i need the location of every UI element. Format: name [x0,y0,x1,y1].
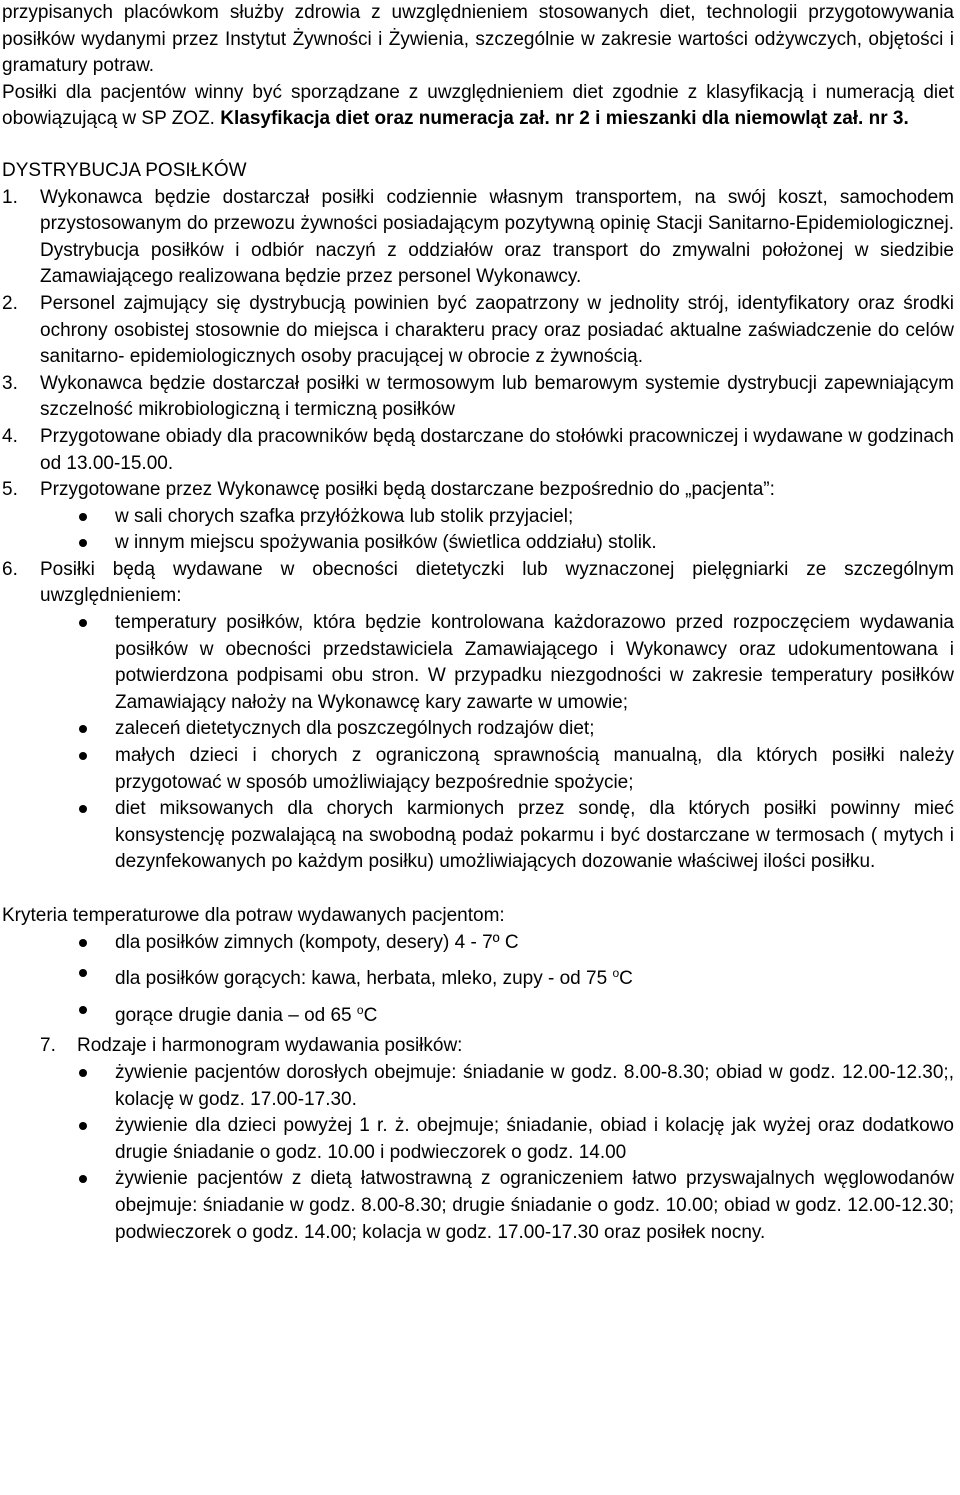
bullet-item: żywienie pacjentów z dietą łatwostrawną z ograniczeniem łatwo przyswajalnych węglowodanów obejmuje: śniadanie w godz. 8.00-8.30; drugie śniadanie o godz. 10.00; obiad w godz. 12.00-12.30; podwieczorek o godz. 14.00; kolacja w godz. 17.00-17.30 oraz posiłek nocny. [2,1166,954,1246]
item-text: Wykonawca będzie dostarczał posiłki w termosowym lub bemarowym systemie dystrybucji zapewniającym szczelność mikrobiologiczną i termiczną posiłków [40,372,954,421]
list-item-7 [2,1033,954,1060]
criteria-unit: C [363,1004,378,1026]
temperature-criteria-list [2,930,954,1030]
temperature-criteria-heading: Kryteria temperaturowe dla potraw wydawanych pacjentom: [2,905,505,926]
distribution-list [2,185,954,876]
item-number: 4. [2,425,18,447]
item-text: Przygotowane przez Wykonawcę posiłki będą dostarczane bezpośrednio do „pacjenta”: [40,479,775,501]
bullet-item: w sali chorych szafka przyłóżkowa lub stolik przyjaciel; [2,504,954,531]
item-text: Wykonawca będzie dostarczał posiłki codziennie własnym transportem, na swój koszt, samochodem przystosowanym do przewozu żywności posiadającym pozytywną opinię Stacji Sanitarno-Epidemiologicznej. Dystrybucja posiłków i odbiór naczyń z oddziałów oraz transport do zmywalni położonej w siedzibie Zamawiającego realizowana będzie przez personel Wykonawcy. [40,186,954,288]
meal-schedule-list [2,1060,954,1246]
list-item-5 [2,477,954,557]
list-item-4 [2,424,954,477]
bullet-item: diet miksowanych dla chorych karmionych przez sondę, dla których posiłki powinny mieć konsystencję pozwalającą na swobodną podaż pokarmu i być dostarczane w termosach ( mytych i dezynfekowanych po każdym posiłku) umożliwiających dozowanie właściwej ilości posiłku. [2,796,954,876]
item-number: 5. [2,479,18,501]
section-heading: DYSTRYBUCJA POSIŁKÓW [2,159,247,181]
item-text: Rodzaje i harmonogram wydawania posiłków: [77,1035,463,1057]
item-5-bullets [40,504,954,557]
criteria-text: gorące drugie dania – od 65 [115,1004,357,1026]
intro-diets-bold: Klasyfikacja diet oraz numeracja zał. nr 2 i mieszanki dla niemowląt zał. nr 3. [220,108,909,130]
criteria-unit: C [619,968,633,990]
list-item-6 [2,557,954,876]
intro-diets-paragraph [2,80,954,133]
meal-schedule-section [2,1033,954,1060]
list-item-3 [2,371,954,424]
list-item-2 [2,291,954,371]
intro-paragraph [2,0,954,133]
item-number: 6. [2,558,18,580]
bullet-item: temperatury posiłków, która będzie kontrolowana każdorazowo przed rozpoczęciem wydawania posiłków w obecności przedstawiciela Zamawiającego i Wykonawcy oraz udokumentowana i potwierdzona podpisami obu stron. W przypadku niezgodności w zakresie temperatury posiłków Zamawiający nałoży na Wykonawcę kary zawarte w umowie; [2,610,954,716]
item-6-bullets [40,610,954,876]
item-text: Przygotowane obiady dla pracowników będą dostarczane do stołówki pracowniczej i wydawane w godzinach od 13.00-15.00. [40,425,954,474]
criteria-item-main [2,997,954,1030]
intro-line: przypisanych placówkom służby zdrowia z uwzględnieniem stosowanych diet, technologii przygotowywania posiłków wydanymi przez Instytut Żywności i Żywienia, szczególnie w zakresie wartości odżywczych, objętości i gramatury potraw. [2,2,954,77]
list-item-1 [2,185,954,291]
degree-mark: o [356,1002,364,1017]
bullet-item: żywienie dla dzieci powyżej 1 r. ż. obejmuje; śniadanie, obiad i kolację jak wyżej oraz dodatkowo drugie śniadanie o godz. 10.00 i podwieczorek o godz. 14.00 [2,1113,954,1166]
item-number: 3. [2,372,18,394]
item-number: 7. [40,1035,56,1057]
criteria-item-hot [2,960,954,993]
intro-diets-text: Posiłki dla pacjentów winny być sporządzane z uwzględnieniem diet zgodnie z klasyfikacją i numeracją diet obowiązującą w SP ZOZ. [2,81,954,130]
bullet-item: w innym miejscu spożywania posiłków (świetlica oddziału) stolik. [2,530,954,557]
item-text: Posiłki będą wydawane w obecności dietetyczki lub wyznaczonej pielęgniarki ze szczególnym uwzględnieniem: [40,558,954,607]
item-number: 2. [2,292,18,314]
degree-mark: o [612,966,620,981]
criteria-text: dla posiłków zimnych (kompoty, desery) 4 - 7º C [115,931,519,953]
criteria-item-cold [2,930,954,957]
bullet-item: żywienie pacjentów dorosłych obejmuje: śniadanie w godz. 8.00-8.30; obiad w godz. 12.00-12.30;, kolację w godz. 17.00-17.30. [2,1060,954,1113]
item-number: 1. [2,186,18,208]
criteria-text: dla posiłków gorących: kawa, herbata, mleko, zupy - od 75 [115,968,613,990]
item-text: Personel zajmujący się dystrybucją powinien być zaopatrzony w jednolity strój, identyfikatory oraz środki ochrony osobistej stosownie do miejsca i charakteru pracy oraz posiadać aktualne zaświadczenie do celów sanitarno- epidemiologicznych osoby pracującej w obrocie z żywnością. [40,292,954,368]
bullet-item: małych dzieci i chorych z ograniczoną sprawnością manualną, dla których posiłki należy przygotować w sposób umożliwiający bezpośrednie spożycie; [2,743,954,796]
bullet-item: zaleceń dietetycznych dla poszczególnych rodzajów diet; [2,716,954,743]
